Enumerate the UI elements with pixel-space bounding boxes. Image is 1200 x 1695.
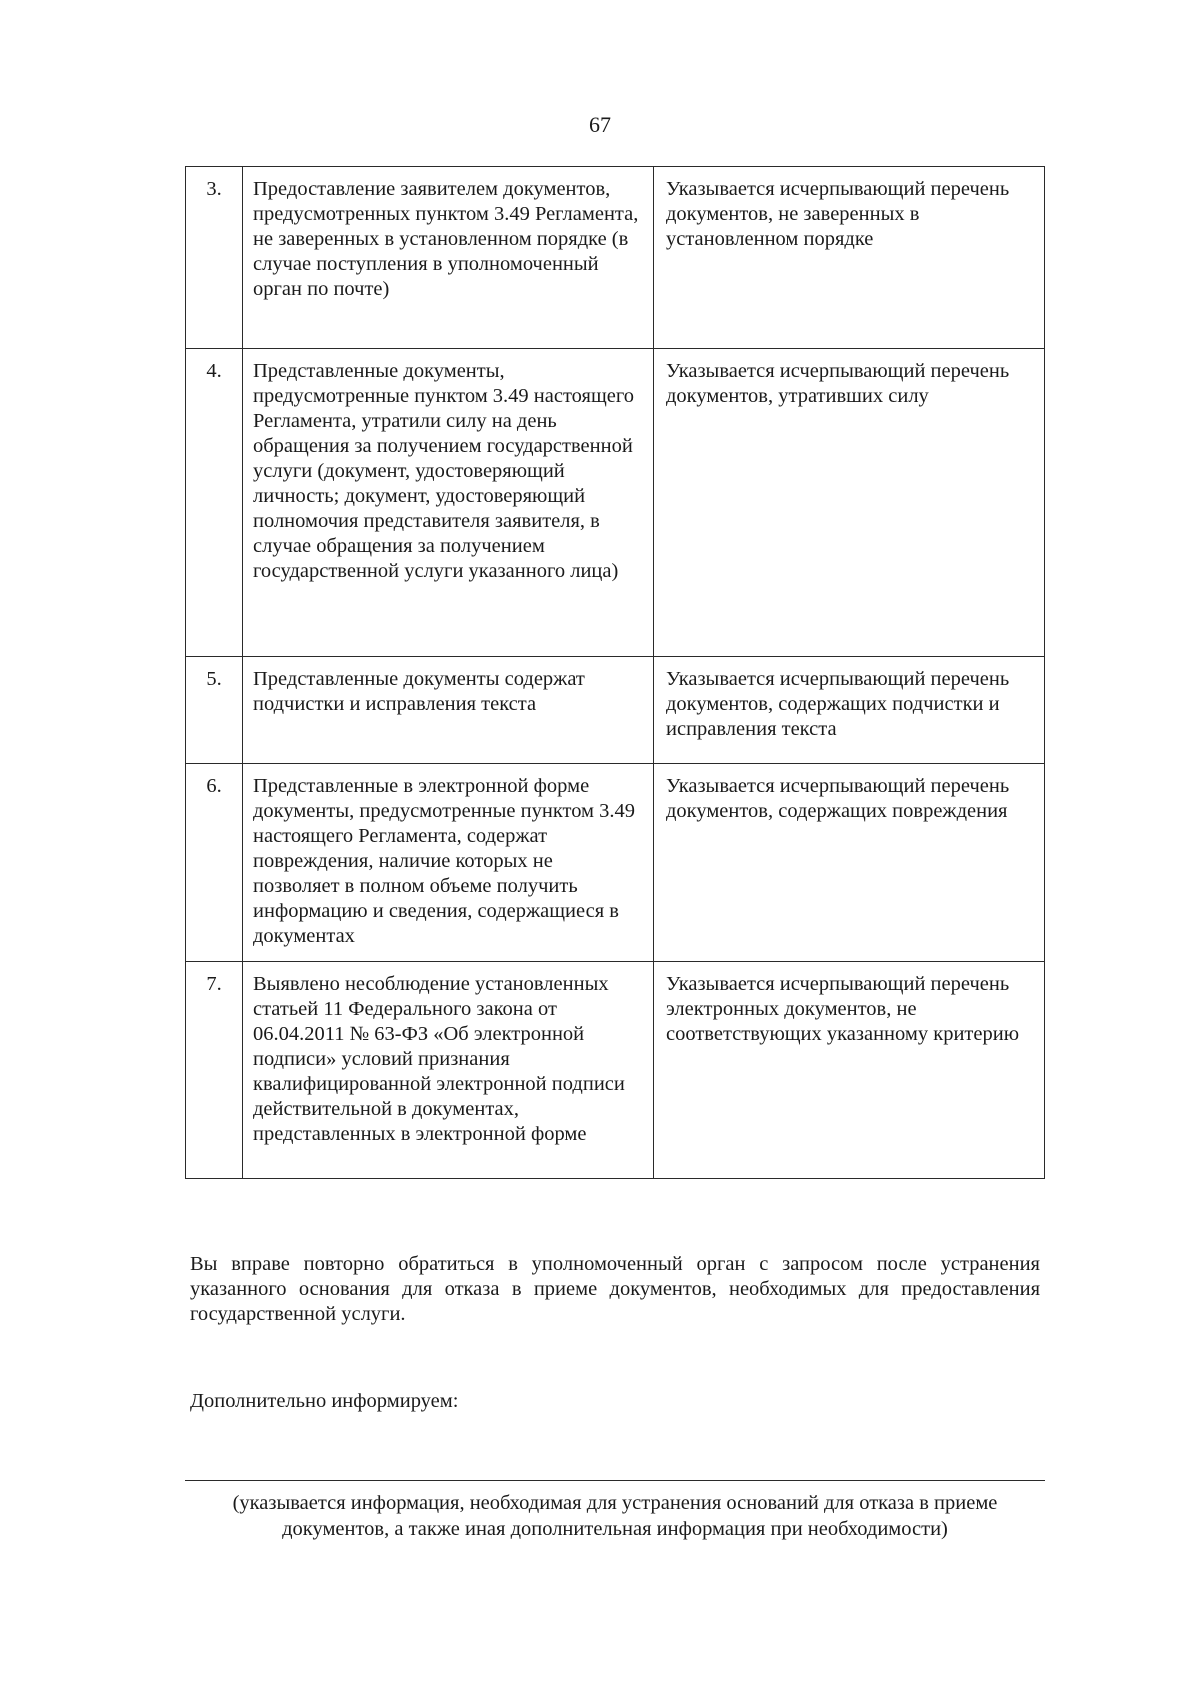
row-note: Указывается исчерпывающий перечень документов, не заверенных в установленном порядке <box>654 167 1045 349</box>
fill-in-line <box>185 1480 1045 1481</box>
row-reason: Представленные документы, предусмотренные пунктом 3.49 настоящего Регламента, утратили силу на день обращения за получением государственной услуги (документ, удостоверяющий личность; документ, удостоверяющий полномочия представителя заявителя, в случае обращения за получением государственной услуги указанного лица) <box>243 349 654 657</box>
row-note: Указывается исчерпывающий перечень документов, содержащих подчистки и исправления текста <box>654 657 1045 764</box>
reapply-paragraph: Вы вправе повторно обратиться в уполномоченный орган с запросом после устранения указанного основания для отказа в приеме документов, необходимых для предоставления государственной услуги. <box>190 1253 1040 1325</box>
row-note: Указывается исчерпывающий перечень документов, утративших силу <box>654 349 1045 657</box>
row-reason: Представленные документы содержат подчистки и исправления текста <box>243 657 654 764</box>
table-row <box>186 167 1045 349</box>
row-number: 6. <box>186 764 243 962</box>
refusal-reasons-table <box>185 166 1045 1179</box>
row-note: Указывается исчерпывающий перечень документов, содержащих повреждения <box>654 764 1045 962</box>
table-row <box>186 657 1045 764</box>
row-reason: Выявлено несоблюдение установленных статьей 11 Федерального закона от 06.04.2011 № 63-ФЗ «Об электронной подписи» условий признания квалифицированной электронной подписи действительной в документах, представленных в электронной форме <box>243 962 654 1179</box>
fill-in-caption: (указывается информация, необходимая для устранения оснований для отказа в приеме документов, а также иная дополнительная информация при необходимости) <box>232 1492 998 1540</box>
table-row <box>186 962 1045 1179</box>
refusal-reasons-table-container <box>185 166 1045 1179</box>
row-number: 5. <box>186 657 243 764</box>
row-note: Указывается исчерпывающий перечень электронных документов, не соответствующих указанному критерию <box>654 962 1045 1179</box>
row-number: 7. <box>186 962 243 1179</box>
row-number: 4. <box>186 349 243 657</box>
row-reason: Представленные в электронной форме документы, предусмотренные пунктом 3.49 настоящего Регламента, содержат повреждения, наличие которых не позволяет в полном объеме получить информацию и сведения, содержащиеся в документах <box>243 764 654 962</box>
row-reason: Предоставление заявителем документов, предусмотренных пунктом 3.49 Регламента, не заверенных в установленном порядке (в случае поступления в уполномоченный орган по почте) <box>243 167 654 349</box>
table-row <box>186 349 1045 657</box>
row-number: 3. <box>186 167 243 349</box>
table-row <box>186 764 1045 962</box>
page-number: 67 <box>589 112 611 137</box>
additional-info-label: Дополнительно информируем: <box>190 1390 459 1412</box>
